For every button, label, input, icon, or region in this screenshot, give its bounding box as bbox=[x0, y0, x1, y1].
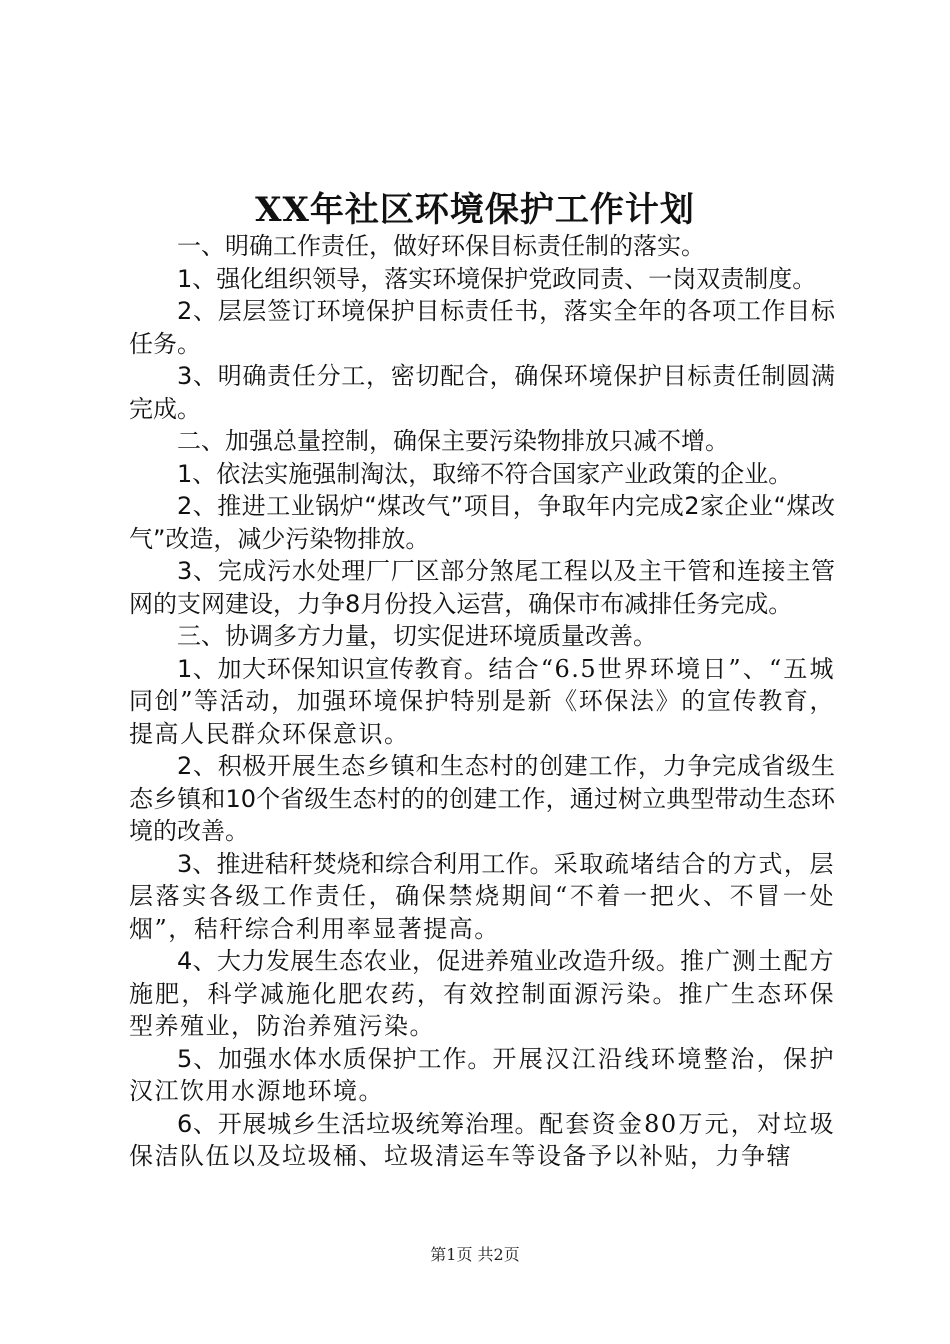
paragraph-lead: 三、协调多方力量，切实促进环境质量改善。 bbox=[177, 622, 657, 650]
paragraph bbox=[129, 230, 835, 263]
paragraph bbox=[129, 1108, 835, 1173]
paragraph-lead: 1、依法实施强制淘汰，取缔不符合国家产业政策的企业。 bbox=[177, 459, 793, 488]
paragraph bbox=[129, 653, 835, 751]
paragraph-lead: 3、完成污水处理厂厂区部分煞尾工程以及主干管和连接主管网的支网建设，力争8月份投入运营，确保市布减排任务完成。 bbox=[129, 557, 835, 618]
paragraph-lead: 6、开展城乡生活垃圾统筹治理。 bbox=[177, 1109, 540, 1138]
paragraph-lead: 1、加大环保知识宣传教育。 bbox=[177, 654, 489, 683]
paragraph-lead: 一、明确工作责任，做好环保目标责任制的落实。 bbox=[177, 232, 705, 260]
paragraph-rest: 推广测土配方施肥，科学减施化肥农药，有效控制面源污染。推广生态环保型养殖业，防治养殖污染。 bbox=[129, 947, 835, 1040]
paragraph-lead: 3、推进秸秆焚烧和综合利用工作。 bbox=[177, 849, 554, 878]
paragraph-lead: 1、强化组织领导，落实环境保护党政同责、一岗双责制度。 bbox=[177, 264, 817, 293]
paragraph bbox=[129, 848, 835, 946]
document-title: XX年社区环境保护工作计划 bbox=[255, 190, 695, 230]
page-footer: 第1页 共2页 bbox=[430, 1245, 520, 1264]
paragraph-lead: 2、推进工业锅炉“煤改气”项目，争取年内完成2家企业“煤改气”改造，减少污染物排放。 bbox=[129, 492, 835, 553]
paragraph bbox=[129, 750, 835, 848]
paragraph-lead: 2、层层签订环境保护目标责任书，落实全年的各项工作目标任务。 bbox=[129, 297, 835, 358]
paragraph bbox=[129, 555, 835, 620]
paragraph-lead: 2、积极开展生态乡镇和生态村的创建工作，力争完成省级生态乡镇和10个省级生态村的的创建工作，通过树立典型带动生态环境的改善。 bbox=[129, 752, 835, 845]
paragraph bbox=[129, 360, 835, 425]
paragraph bbox=[129, 945, 835, 1043]
paragraph bbox=[129, 620, 835, 653]
paragraph-rest: 开展汉江沿线环境整治，保护汉江饮用水源地环境。 bbox=[129, 1044, 835, 1105]
document-body bbox=[129, 230, 835, 1173]
paragraph-rest: 配套资金80万元，对垃圾保洁队伍以及垃圾桶、垃圾清运车等设备予以补贴，力争辖 bbox=[129, 1109, 835, 1170]
paragraph bbox=[129, 425, 835, 458]
paragraph-rest: 采取疏堵结合的方式，层层落实各级工作责任，确保禁烧期间“不着一把火、不冒一处烟”，秸秆综合利用率显著提高。 bbox=[129, 849, 835, 943]
paragraph bbox=[129, 458, 835, 491]
paragraph-lead: 二、加强总量控制，确保主要污染物排放只减不增。 bbox=[177, 427, 729, 455]
paragraph bbox=[129, 295, 835, 360]
paragraph bbox=[129, 1043, 835, 1108]
paragraph bbox=[129, 263, 835, 296]
paragraph-lead: 5、加强水体水质保护工作。 bbox=[177, 1044, 493, 1073]
paragraph-lead: 3、明确责任分工，密切配合，确保环境保护目标责任制圆满完成。 bbox=[129, 362, 835, 423]
paragraph bbox=[129, 490, 835, 555]
paragraph-lead: 4、大力发展生态农业，促进养殖业改造升级。 bbox=[177, 947, 681, 975]
paragraph-rest: 结合“6.5世界环境日”、“五城同创”等活动，加强环境保护特别是新《环保法》的宣传教育，提高人民群众环保意识。 bbox=[129, 654, 835, 748]
